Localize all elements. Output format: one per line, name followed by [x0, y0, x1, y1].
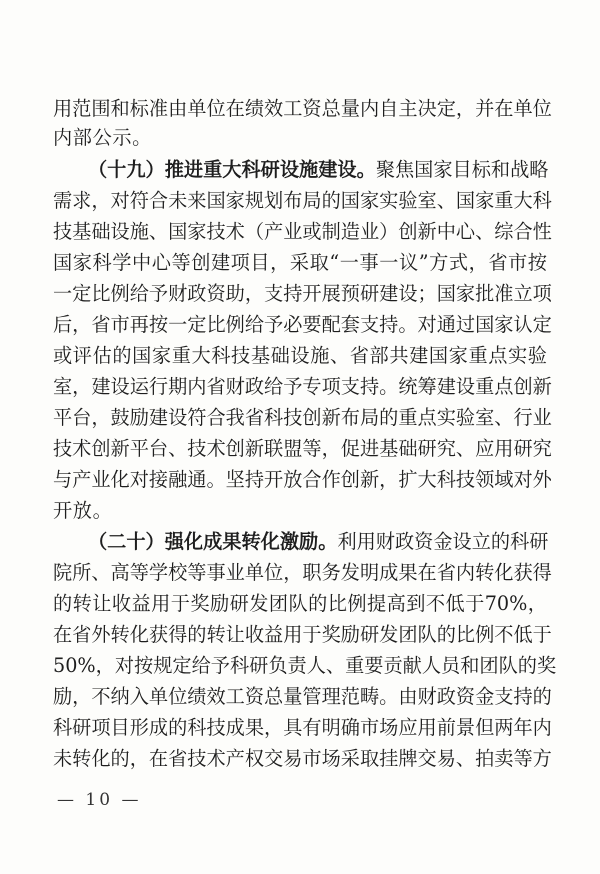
section-heading: （二十）强化成果转化激励。 [88, 530, 338, 553]
text-line: 与产业化对接融通。坚持开放合作创新，扩大科技领域对外 [53, 468, 552, 491]
text-line: 后，省市再按一定比例给予必要配套支持。对通过国家认定 [53, 313, 552, 336]
text-line: 室，建设运行期内省财政给予专项支持。统筹建设重点创新 [53, 375, 552, 398]
paragraph-first-line [88, 530, 547, 554]
text-line: 用范围和标准由单位在绩效工资总量内自主决定，并在单位 [53, 97, 552, 120]
text-line: 或评估的国家重大科技基础设施、省部共建国家重点实验 [53, 344, 547, 367]
text-line: 技术创新平台、技术创新联盟等，促进基础研究、应用研究 [53, 437, 552, 460]
text-line: 需求，对符合未来国家规划布局的国家实验室、国家重大科 [53, 189, 552, 212]
text-run: 聚焦国家目标和战略 [375, 158, 549, 181]
text-line: 励，不纳入单位绩效工资总量管理范畴。由财政资金支持的 [53, 685, 552, 708]
text-line: 院所、高等学校等事业单位，职务发明成果在省内转化获得 [53, 561, 552, 584]
text-line: 未转化的，在省技术产权交易市场采取挂牌交易、拍卖等方 [53, 747, 552, 770]
text-line: 平台，鼓励建设符合我省科技创新布局的重点实验室、行业 [53, 406, 552, 429]
paragraph-first-line [88, 158, 547, 182]
text-line: 内部公示。 [53, 126, 152, 149]
text-line: 技基础设施、国家技术（产业或制造业）创新中心、综合性 [53, 220, 552, 243]
text-line: 的转让收益用于奖励研发团队的比例提高到不低于70%， [53, 592, 547, 615]
text-run: 利用财政资金设立的科研 [337, 530, 549, 553]
section-heading: （十九）推进重大科研设施建设。 [88, 158, 376, 181]
text-line: 开放。 [53, 499, 113, 522]
page-number: — 10 — [57, 790, 142, 810]
text-line: 在省外转化获得的转让收益用于奖励研发团队的比例不低于 [53, 623, 552, 646]
text-line: 一定比例给予财政资助，支持开展预研建设；国家批准立项 [53, 282, 552, 305]
text-line: 50%，对按规定给予科研负责人、重要贡献人员和团队的奖 [53, 654, 557, 677]
text-line: 科研项目形成的科技成果，具有明确市场应用前景但两年内 [53, 716, 552, 739]
text-line: 国家科学中心等创建项目，采取“一事一议”方式，省市按 [53, 251, 547, 274]
